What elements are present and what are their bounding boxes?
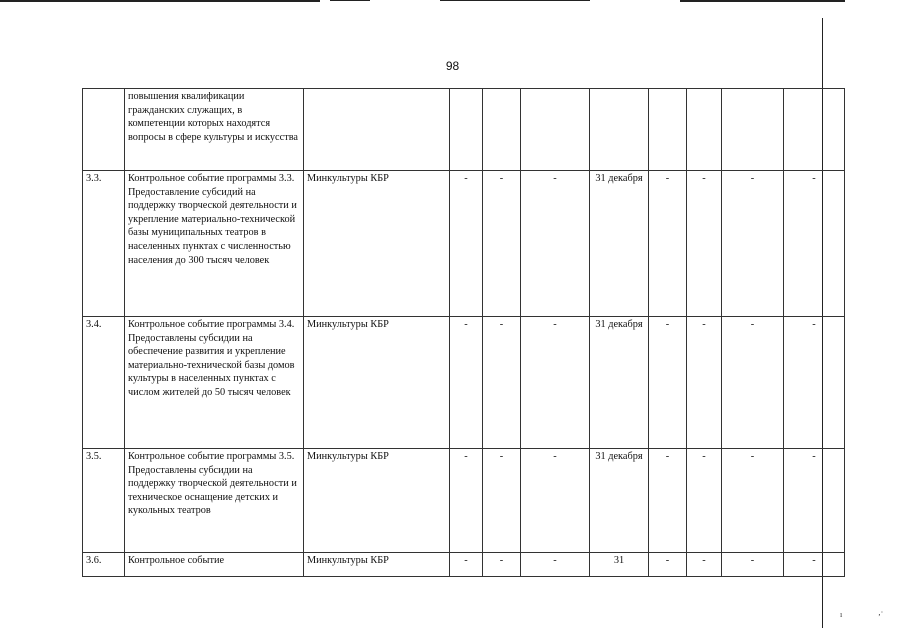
cell-col2: - xyxy=(483,171,521,317)
cell-col7: - xyxy=(784,553,845,577)
row-number: 3.6. xyxy=(83,553,125,577)
cell-col6: - xyxy=(722,553,784,577)
cell-col6: - xyxy=(722,449,784,553)
cell-col6 xyxy=(722,89,784,171)
scan-speck-2: ‚· xyxy=(878,608,884,617)
cell-col2: - xyxy=(483,449,521,553)
cell-col5: - xyxy=(687,553,722,577)
cell-deadline: 31 декабря xyxy=(590,449,649,553)
responsible-executor: Минкультуры КБР xyxy=(304,317,450,449)
event-description: Контрольное событие программы 3.3. Предоставление субсидий на поддержку творческой деятельности и укрепление материально-технической базы муниципальных театров в населенных пунктах с численностью населения до 300 тысяч человек xyxy=(125,171,304,317)
cell-col3 xyxy=(521,89,590,171)
event-description: Контрольное событие программы 3.5. Предоставлены субсидии на поддержку творческой деятельности и техническое оснащение детских и кукольных театров xyxy=(125,449,304,553)
cell-col5 xyxy=(687,89,722,171)
cell-col1 xyxy=(450,89,483,171)
cell-col4: - xyxy=(649,171,687,317)
event-description: повышения квалификации гражданских служащих, в компетенции которых находятся вопросы в сфере культуры и искусства xyxy=(125,89,304,171)
cell-deadline xyxy=(590,89,649,171)
cell-col3: - xyxy=(521,317,590,449)
table-row-3-5 xyxy=(83,449,845,553)
cell-col5: - xyxy=(687,317,722,449)
cell-col1: - xyxy=(450,553,483,577)
scan-speck-1: ı xyxy=(840,610,843,619)
cell-deadline: 31 xyxy=(590,553,649,577)
row-number xyxy=(83,89,125,171)
row-number: 3.3. xyxy=(83,171,125,317)
cell-deadline: 31 декабря xyxy=(590,171,649,317)
responsible-executor xyxy=(304,89,450,171)
cell-col1: - xyxy=(450,317,483,449)
cell-col4 xyxy=(649,89,687,171)
cell-col7: - xyxy=(784,449,845,553)
plan-table xyxy=(82,88,845,577)
row-number: 3.4. xyxy=(83,317,125,449)
responsible-executor: Минкультуры КБР xyxy=(304,449,450,553)
scan-line-top-2 xyxy=(330,0,370,1)
table-row-continued xyxy=(83,89,845,171)
table-row-3-6 xyxy=(83,553,845,577)
cell-col6: - xyxy=(722,317,784,449)
cell-col6: - xyxy=(722,171,784,317)
cell-col2: - xyxy=(483,553,521,577)
event-description: Контрольное событие xyxy=(125,553,304,577)
scan-line-top-4 xyxy=(680,0,845,2)
cell-col3: - xyxy=(521,171,590,317)
table-row-3-3 xyxy=(83,171,845,317)
event-description: Контрольное событие программы 3.4. Предоставлены субсидии на обеспечение развития и укрепление материально-технической базы домов культуры в населенных пунктах с числом жителей до 50 тысяч человек xyxy=(125,317,304,449)
cell-col7 xyxy=(784,89,845,171)
cell-col7: - xyxy=(784,317,845,449)
cell-col4: - xyxy=(649,449,687,553)
table-row-3-4 xyxy=(83,317,845,449)
scan-line-top-3 xyxy=(440,0,590,1)
row-number: 3.5. xyxy=(83,449,125,553)
cell-col3: - xyxy=(521,553,590,577)
page-number: 98 xyxy=(445,59,460,73)
cell-col1: - xyxy=(450,171,483,317)
responsible-executor: Минкультуры КБР xyxy=(304,171,450,317)
cell-deadline: 31 декабря xyxy=(590,317,649,449)
cell-col4: - xyxy=(649,317,687,449)
cell-col7: - xyxy=(784,171,845,317)
cell-col2 xyxy=(483,89,521,171)
cell-col5: - xyxy=(687,171,722,317)
cell-col4: - xyxy=(649,553,687,577)
cell-col5: - xyxy=(687,449,722,553)
cell-col2: - xyxy=(483,317,521,449)
responsible-executor: Минкультуры КБР xyxy=(304,553,450,577)
scan-line-top-1 xyxy=(0,0,320,2)
cell-col3: - xyxy=(521,449,590,553)
cell-col1: - xyxy=(450,449,483,553)
